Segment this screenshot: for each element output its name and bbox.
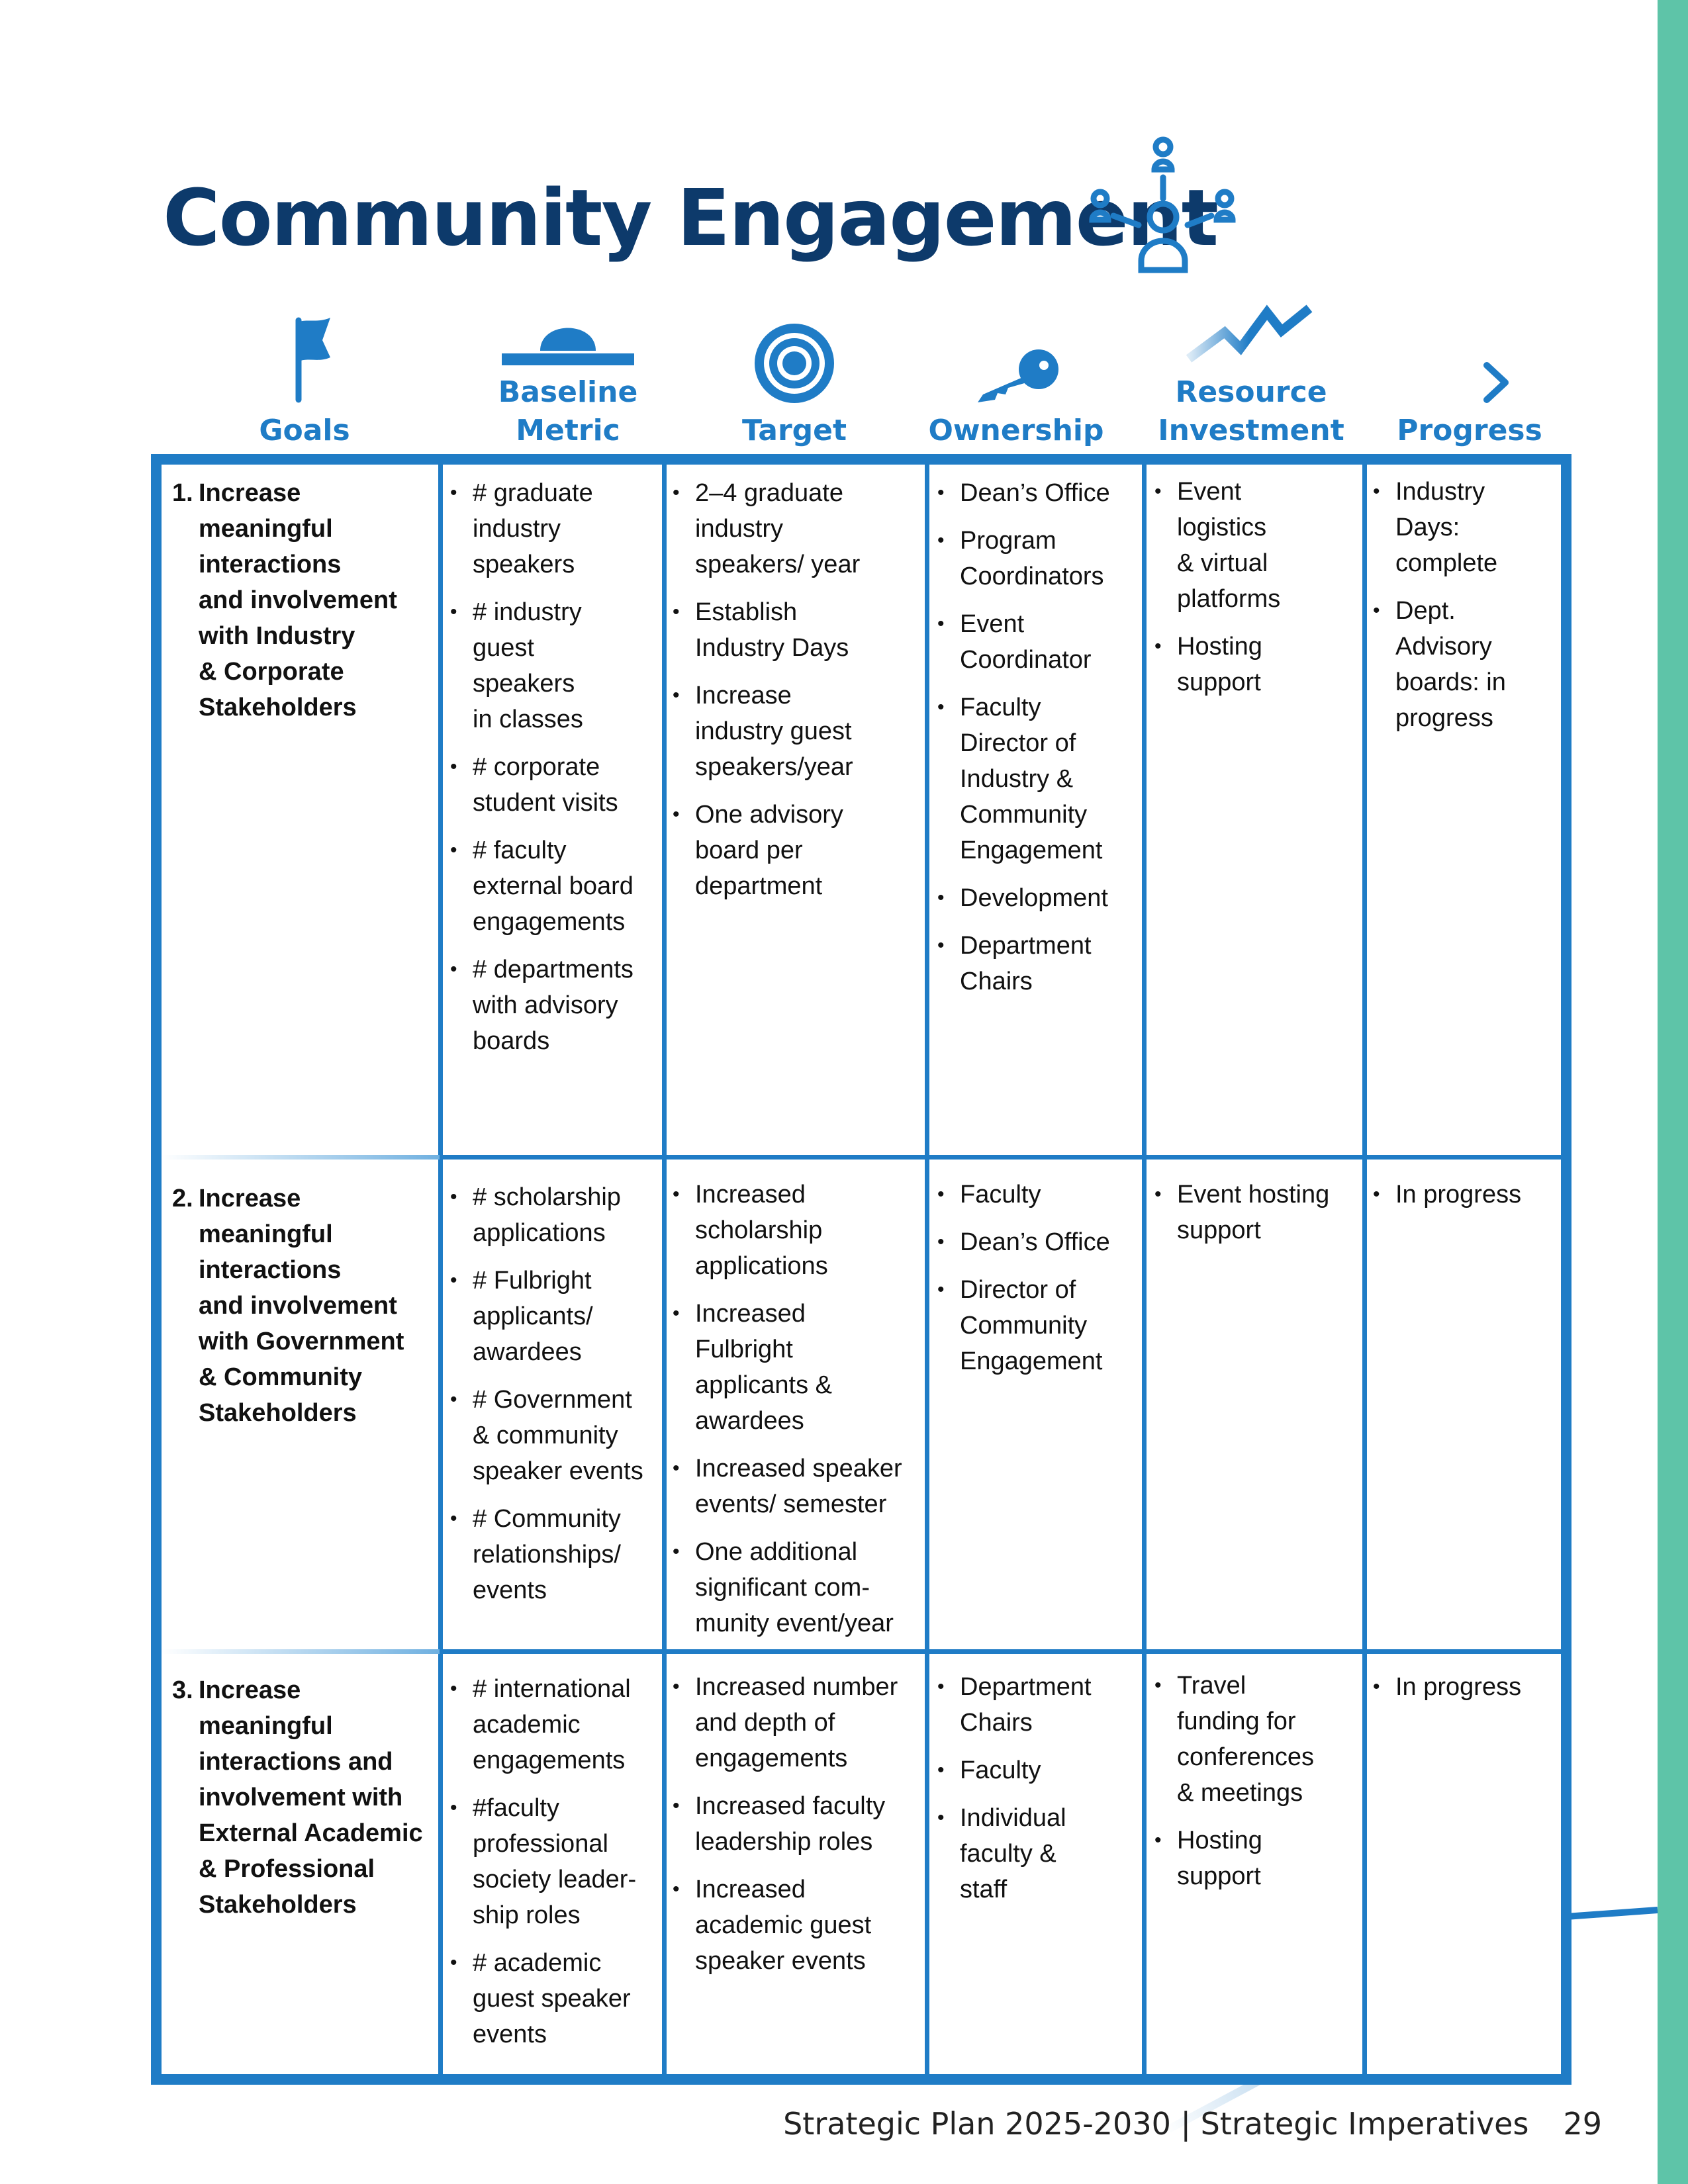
trend-line-icon: [1185, 302, 1317, 368]
bullet-item: • Director of Community Engagement: [935, 1272, 1143, 1379]
bullet-item: • Increased faculty leadership roles: [670, 1788, 924, 1860]
column-divider: [925, 463, 929, 2075]
goal-line: with Government: [199, 1328, 404, 1355]
bullet-item: • Event Coordinator: [935, 606, 1143, 678]
key-icon: [970, 347, 1062, 406]
bullet-item: • Department Chairs: [935, 1669, 1143, 1741]
page-number: 29: [1563, 2106, 1602, 2142]
baseline-cell: [447, 475, 661, 1071]
column-header-resource-investment: [1139, 271, 1364, 450]
bullet-item: • # industry guest speakers in classes: [447, 594, 661, 737]
page-footer: [783, 2106, 1602, 2142]
goal-line: Increase: [199, 479, 301, 507]
goal-number: 1.: [172, 479, 193, 507]
bullet-item: • # departments with advisory boards: [447, 952, 661, 1059]
bullet-item: • In progress: [1370, 1669, 1562, 1705]
goal-line: Increase: [199, 1676, 301, 1704]
column-divider: [438, 463, 443, 2075]
bullet-item: • Event logistics & virtual platforms: [1152, 474, 1362, 617]
bullet-item: • # faculty external board engagements: [447, 833, 661, 940]
target-icon: [751, 320, 837, 406]
header-label: Goals: [259, 414, 350, 447]
bullet-item: • #faculty professional society leader- ship roles: [447, 1790, 661, 1933]
row-divider: [440, 1649, 1561, 1654]
goal-line: Stakeholders: [199, 1891, 357, 1919]
bullet-item: • Faculty: [935, 1177, 1143, 1212]
progress-cell: [1370, 1669, 1562, 1717]
bullet-item: • Increased speaker events/ semester: [670, 1451, 924, 1522]
bullet-item: • Hosting support: [1152, 1823, 1362, 1894]
column-header-baseline-metric: [477, 271, 659, 450]
bullet-item: • # Fulbright applicants/ awardees: [447, 1263, 661, 1370]
bullet-item: • Increase industry guest speakers/year: [670, 678, 924, 785]
footer-text: Strategic Plan 2025-2030 | Strategic Imperatives: [783, 2106, 1529, 2142]
bullet-item: • Increased scholarship applications: [670, 1177, 924, 1284]
progress-cell: [1370, 474, 1562, 748]
header-label: Progress: [1397, 414, 1542, 447]
person-baseline-icon: [502, 307, 634, 368]
bullet-item: • 2–4 graduate industry speakers/ year: [670, 475, 924, 582]
ownership-cell: [935, 1669, 1143, 1919]
bullet-item: • Department Chairs: [935, 928, 1143, 999]
goal-text: [199, 1672, 423, 1923]
page-title: Community Engagement: [163, 172, 1218, 263]
bullet-item: • # Community relationships/ events: [447, 1501, 661, 1608]
ownership-cell: [935, 475, 1143, 1011]
goal-line: and involvement: [199, 1292, 397, 1320]
bullet-item: • Dean’s Office: [935, 1224, 1143, 1260]
goal-line: & Corporate: [199, 658, 344, 686]
goal-cell: [172, 475, 437, 725]
goal-number: 3.: [172, 1676, 193, 1704]
goal-line: & Professional: [199, 1855, 375, 1883]
bullet-item: • Establish Industry Days: [670, 594, 924, 666]
column-header-goals: [217, 271, 392, 450]
goal-line: Stakeholders: [199, 1399, 357, 1427]
bullet-item: • Increased number and depth of engagements: [670, 1669, 924, 1776]
goal-line: meaningful: [199, 1712, 333, 1740]
bullet-item: • Faculty Director of Industry & Community Engagement: [935, 690, 1143, 868]
bullet-item: • Travel funding for conferences & meetings: [1152, 1668, 1362, 1811]
goal-line: meaningful: [199, 1220, 333, 1248]
resource-cell: [1152, 1177, 1362, 1260]
column-header-progress: [1370, 271, 1569, 450]
bullet-item: • # Government & community speaker events: [447, 1382, 661, 1489]
target-cell: [670, 475, 924, 916]
bullet-item: • In progress: [1370, 1177, 1562, 1212]
header-label: Target: [741, 414, 847, 447]
bullet-item: • Increased academic guest speaker events: [670, 1872, 924, 1979]
row-divider-fade: [162, 1649, 440, 1654]
header-label: Investment: [1158, 414, 1344, 447]
row-divider: [440, 1155, 1561, 1160]
column-divider: [1142, 463, 1147, 2075]
bullet-item: • Industry Days: complete: [1370, 474, 1562, 581]
goal-cell: [172, 1672, 437, 1923]
goal-line: and involvement: [199, 586, 397, 614]
bullet-item: • # academic guest speaker events: [447, 1945, 661, 2052]
arrow-right-icon: [1423, 353, 1516, 406]
bullet-item: • Program Coordinators: [935, 523, 1143, 594]
bullet-item: • One advisory board per department: [670, 797, 924, 904]
ownership-cell: [935, 1177, 1143, 1391]
header-label: Baseline: [498, 375, 638, 409]
goal-line: External Academic: [199, 1819, 423, 1847]
bullet-item: • # corporate student visits: [447, 749, 661, 821]
progress-cell: [1370, 1177, 1562, 1224]
baseline-cell: [447, 1671, 661, 2064]
column-header-target: [675, 271, 914, 450]
target-cell: [670, 1177, 924, 1653]
flag-icon: [275, 314, 334, 406]
goal-line: with Industry: [199, 622, 355, 650]
header-label: Metric: [516, 414, 620, 447]
goal-text: [199, 475, 397, 725]
header-label: Resource: [1175, 375, 1327, 409]
bullet-item: • Dept. Advisory boards: in progress: [1370, 593, 1562, 736]
goal-line: involvement with: [199, 1784, 403, 1811]
goal-line: interactions and: [199, 1748, 393, 1776]
column-divider: [1362, 463, 1367, 2075]
bullet-item: • Faculty: [935, 1752, 1143, 1788]
bullet-item: • Hosting support: [1152, 629, 1362, 700]
goal-line: interactions: [199, 1256, 342, 1284]
goal-line: & Community: [199, 1363, 362, 1391]
bullet-item: • Individual faculty & staff: [935, 1800, 1143, 1907]
goal-line: Stakeholders: [199, 694, 357, 721]
bullet-item: • # graduate industry speakers: [447, 475, 661, 582]
goal-line: interactions: [199, 551, 342, 578]
goal-number: 2.: [172, 1185, 193, 1212]
bullet-item: • Increased Fulbright applicants & awardees: [670, 1296, 924, 1439]
goal-line: Increase: [199, 1185, 301, 1212]
target-cell: [670, 1669, 924, 1991]
bullet-item: • One additional significant com- munity event/year: [670, 1534, 924, 1641]
goal-cell: [172, 1181, 437, 1431]
bullet-item: • # international academic engagements: [447, 1671, 661, 1778]
resource-cell: [1152, 474, 1362, 712]
bullet-item: • Dean’s Office: [935, 475, 1143, 511]
goal-text: [199, 1181, 404, 1431]
community-network-icon: [1086, 132, 1238, 278]
baseline-cell: [447, 1179, 661, 1620]
bullet-item: • # scholarship applications: [447, 1179, 661, 1251]
column-divider: [662, 463, 667, 2075]
bullet-item: • Event hosting support: [1152, 1177, 1362, 1248]
header-label: Ownership: [928, 414, 1104, 447]
resource-cell: [1152, 1668, 1362, 1906]
bullet-item: • Development: [935, 880, 1143, 916]
column-header-ownership: [927, 271, 1105, 450]
row-divider-fade: [162, 1155, 440, 1160]
goal-line: meaningful: [199, 515, 333, 543]
